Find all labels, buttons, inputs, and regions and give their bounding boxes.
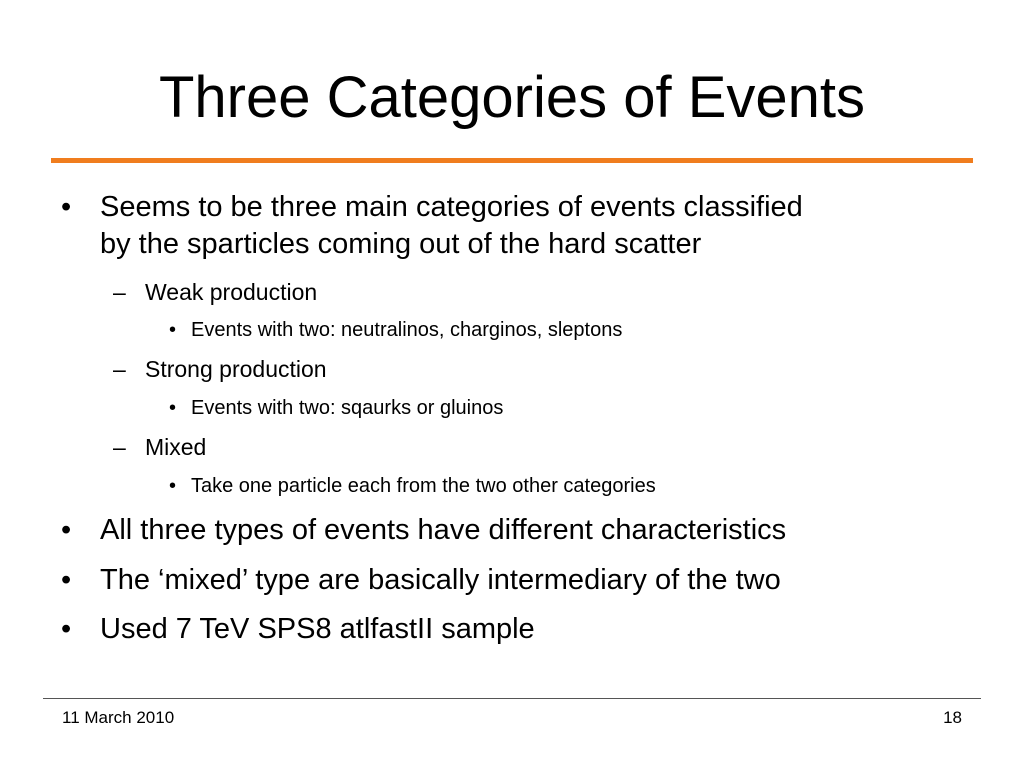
bullet-icon: • bbox=[169, 319, 177, 341]
bullet-icon: • bbox=[169, 475, 177, 497]
dash-icon: – bbox=[113, 356, 126, 382]
sub-bullet-text: Weak production bbox=[145, 279, 318, 305]
slide-title: Three Categories of Events bbox=[158, 65, 866, 130]
bullet-icon: • bbox=[61, 613, 72, 645]
bullet-text-line: Seems to be three main categories of events classified bbox=[100, 191, 803, 223]
page-number: 18 bbox=[943, 708, 962, 727]
footer-date: 11 March 2010 bbox=[62, 708, 175, 727]
dash-icon: – bbox=[113, 279, 126, 305]
bullet-text-line: by the sparticles coming out of the hard scatter bbox=[100, 228, 702, 260]
sub-sub-bullet-text: Events with two: sqaurks or gluinos bbox=[191, 397, 504, 419]
title-divider bbox=[51, 158, 973, 163]
sub-sub-bullet-text: Take one particle each from the two other categories bbox=[191, 475, 656, 497]
bullet-text: Used 7 TeV SPS8 atlfastII sample bbox=[100, 613, 535, 645]
sub-bullet-text: Mixed bbox=[145, 434, 207, 460]
sub-bullet-text: Strong production bbox=[145, 356, 327, 382]
sub-sub-bullet-text: Events with two: neutralinos, charginos, sleptons bbox=[191, 319, 623, 341]
dash-icon: – bbox=[113, 434, 126, 460]
footer-divider bbox=[43, 698, 981, 699]
bullet-icon: • bbox=[61, 514, 72, 546]
bullet-icon: • bbox=[61, 191, 72, 223]
bullet-text: All three types of events have different characteristics bbox=[100, 514, 787, 546]
bullet-text: The ‘mixed’ type are basically intermediary of the two bbox=[100, 564, 781, 596]
bullet-icon: • bbox=[169, 397, 177, 419]
bullet-icon: • bbox=[61, 564, 72, 596]
